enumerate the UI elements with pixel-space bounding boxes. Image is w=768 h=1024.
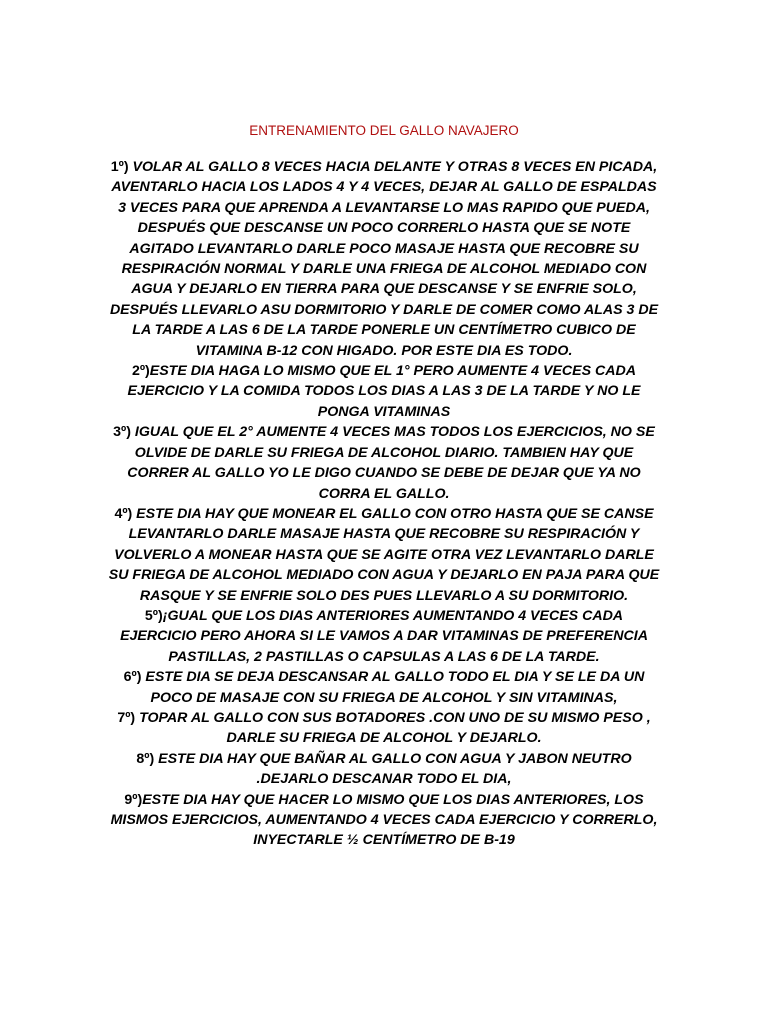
- step-text: TOPAR AL GALLO CON SUS BOTADORES .CON UNO DE SU MISMO PESO , DARLE SU FRIEGA DE ALCOHOL Y DEJARLO.: [135, 709, 651, 747]
- step-number: 2º): [131, 363, 150, 380]
- step-8: [106, 749, 662, 790]
- step-5: [106, 606, 662, 667]
- step-number: 7º): [117, 709, 136, 726]
- step-2: [106, 361, 662, 422]
- step-7: [106, 708, 662, 749]
- step-text: ESTE DIA HAY QUE MONEAR EL GALLO CON OTRO HASTA QUE SE CANSE LEVANTARLO DARLE MASAJE HASTA QUE RECOBRE SU RESPIRACIÓN Y VOLVERLO A MONEAR HASTA QUE SE AGITE OTRA VEZ LEVANTARLO DARLE SU FRIEGA DE ALCOHOL MEDIADO CON AGUA Y DEJARLO EN PAJA PARA QUE RASQUE Y SE ENFRIE SOLO DES PUES LLEVARLO A SU DORMITORIO.: [108, 505, 660, 604]
- step-text: VOLAR AL GALLO 8 VECES HACIA DELANTE Y OTRAS 8 VECES EN PICADA, AVENTARLO HACIA LOS LADOS 4 Y 4 VECES, DEJAR AL GALLO DE ESPALDAS 3 VECES PARA QUE APRENDA A LEVANTARSE LO MAS RAPIDO QUE PUEDA, DESPUÉS QUE DESCANSE UN POCO CORRERLO HASTA QUE SE NOTE AGITADO LEVANTARLO DARLE POCO MASAJE HASTA QUE RECOBRE SU RESPIRACIÓN NORMAL Y DARLE UNA FRIEGA DE ALCOHOL MEDIADO CON AGUA Y DEJARLO EN TIERRA PARA QUE DESCANSE Y SE ENFRIE SOLO, DESPUÉS LLEVARLO ASU DORMITORIO Y DARLE DE COMER COMO ALAS 3 DE LA TARDE A LAS 6 DE LA TARDE PONERLE UN CENTÍMETRO CUBICO DE VITAMINA B-12 CON HIGADO. POR ESTE DIA ES TODO.: [109, 159, 659, 359]
- step-number: 8º): [136, 750, 155, 767]
- step-number: 6º): [123, 669, 142, 686]
- step-text: ESTE DIA HAY QUE BAÑAR AL GALLO CON AGUA Y JABON NEUTRO .DEJARLO DESCANAR TODO EL DIA,: [154, 750, 632, 788]
- step-number: 4º): [114, 505, 133, 522]
- step-6: [106, 667, 662, 708]
- step-text: ESTE DIA SE DEJA DESCANSAR AL GALLO TODO EL DIA Y SE LE DA UN POCO DE MASAJE CON SU FRIEGA DE ALCOHOL Y SIN VITAMINAS,: [141, 669, 645, 706]
- document-body: [106, 157, 662, 851]
- step-text: ESTE DIA HAGA LO MISMO QUE EL 1° PERO AUMENTE 4 VECES CADA EJERCICIO Y LA COMIDA TODOS LOS DIAS A LAS 3 DE LA TARDE Y NO LE PONGA VITAMINAS: [127, 363, 641, 420]
- step-text: ESTE DIA HAY QUE HACER LO MISMO QUE LOS DIAS ANTERIORES, LOS MISMOS EJERCICIOS, AUMENTANDO 4 VECES CADA EJERCICIO Y CORRERLO, INYECTARLE ½ CENTÍMETRO DE B-19: [110, 791, 658, 849]
- step-9: [106, 790, 662, 851]
- step-number: 9º): [124, 791, 143, 808]
- step-number: 3º): [113, 424, 131, 441]
- document-title: ENTRENAMIENTO DEL GALLO NAVAJERO: [249, 123, 519, 138]
- step-3: [106, 422, 662, 504]
- step-number: 1º): [110, 159, 129, 175]
- step-1: [106, 157, 662, 361]
- step-number: 5º): [144, 607, 163, 624]
- step-4: [106, 504, 662, 606]
- step-text: IGUAL QUE EL 2° AUMENTE 4 VECES MAS TODOS LOS EJERCICIOS, NO SE OLVIDE DE DARLE SU FRIEGA DE ALCOHOL DIARIO. TAMBIEN HAY QUE CORRER AL GALLO YO LE DIGO CUANDO SE DEBE DE DEJAR QUE YA NO CORRA EL GALLO.: [127, 424, 655, 502]
- step-text: ¡GUAL QUE LOS DIAS ANTERIORES AUMENTANDO 4 VECES CADA EJERCICIO PERO AHORA SI LE VAMOS A DAR VITAMINAS DE PREFERENCIA PASTILLAS, 2 PASTILLAS O CAPSULAS A LAS 6 DE LA TARDE.: [120, 607, 648, 665]
